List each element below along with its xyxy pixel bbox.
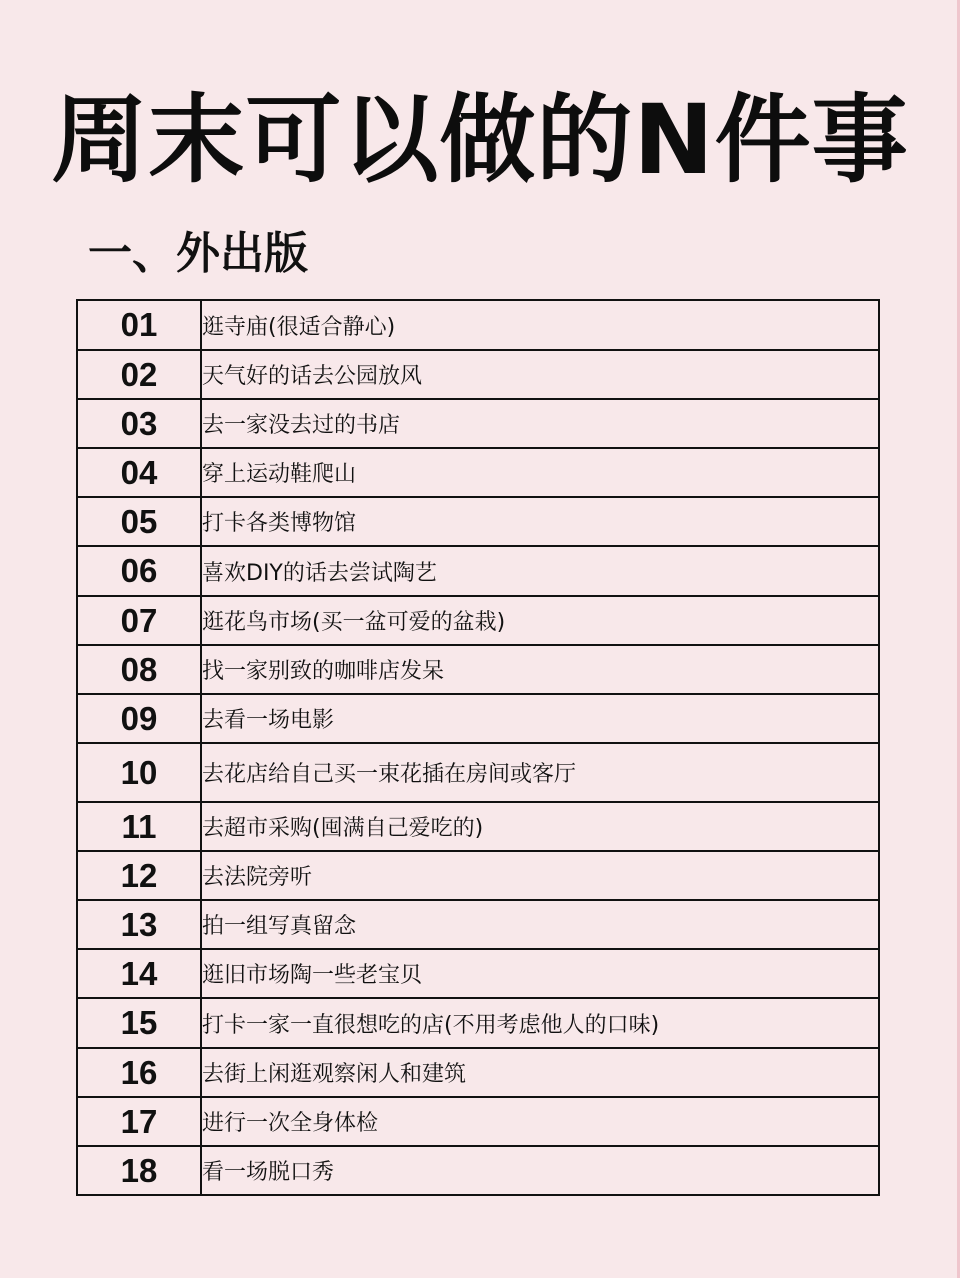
item-text: 进行一次全身体检 xyxy=(201,1097,879,1146)
item-text: 去超市采购(囤满自己爱吃的) xyxy=(201,802,879,851)
item-text: 天气好的话去公园放风 xyxy=(201,350,879,399)
item-number: 08 xyxy=(77,645,201,694)
item-text: 去花店给自己买一束花插在房间或客厅 xyxy=(201,743,879,802)
item-text: 逛旧市场陶一些老宝贝 xyxy=(201,949,879,998)
table-row xyxy=(77,300,879,350)
table-row xyxy=(77,1097,879,1146)
item-text: 找一家别致的咖啡店发呆 xyxy=(201,645,879,694)
item-number: 15 xyxy=(77,998,201,1048)
table-row xyxy=(77,998,879,1048)
item-text: 去看一场电影 xyxy=(201,694,879,743)
item-number: 07 xyxy=(77,596,201,645)
item-number: 16 xyxy=(77,1048,201,1097)
item-number: 04 xyxy=(77,448,201,497)
item-text: 拍一组写真留念 xyxy=(201,900,879,949)
table-row xyxy=(77,546,879,596)
item-number: 02 xyxy=(77,350,201,399)
section-heading: 一、外出版 xyxy=(88,228,308,279)
table-row xyxy=(77,900,879,949)
item-number: 13 xyxy=(77,900,201,949)
table-row xyxy=(77,949,879,998)
item-number: 01 xyxy=(77,300,201,350)
page-title: 周末可以做的N件事 xyxy=(51,84,909,196)
table-row xyxy=(77,596,879,645)
item-text: 打卡一家一直很想吃的店(不用考虑他人的口味) xyxy=(201,998,879,1048)
table-row xyxy=(77,743,879,802)
item-number: 12 xyxy=(77,851,201,900)
item-text: 打卡各类博物馆 xyxy=(201,497,879,546)
item-text: 去街上闲逛观察闲人和建筑 xyxy=(201,1048,879,1097)
item-number: 11 xyxy=(77,802,201,851)
table-row xyxy=(77,350,879,399)
table-row xyxy=(77,1048,879,1097)
item-number: 17 xyxy=(77,1097,201,1146)
item-number: 05 xyxy=(77,497,201,546)
item-number: 03 xyxy=(77,399,201,448)
item-number: 18 xyxy=(77,1146,201,1195)
activity-table xyxy=(76,299,880,1196)
table-row xyxy=(77,694,879,743)
table-row xyxy=(77,851,879,900)
table-row xyxy=(77,399,879,448)
table-row xyxy=(77,645,879,694)
item-text: 喜欢DIY的话去尝试陶艺 xyxy=(201,546,879,596)
table-row xyxy=(77,448,879,497)
table-row xyxy=(77,497,879,546)
item-text: 去法院旁听 xyxy=(201,851,879,900)
item-number: 06 xyxy=(77,546,201,596)
item-text: 逛花鸟市场(买一盆可爱的盆栽) xyxy=(201,596,879,645)
item-text: 穿上运动鞋爬山 xyxy=(201,448,879,497)
item-number: 14 xyxy=(77,949,201,998)
item-number: 10 xyxy=(77,743,201,802)
table-row xyxy=(77,802,879,851)
item-text: 逛寺庙(很适合静心) xyxy=(201,300,879,350)
item-text: 去一家没去过的书店 xyxy=(201,399,879,448)
item-number: 09 xyxy=(77,694,201,743)
activity-table-body xyxy=(77,300,879,1195)
item-text: 看一场脱口秀 xyxy=(201,1146,879,1195)
table-row xyxy=(77,1146,879,1195)
